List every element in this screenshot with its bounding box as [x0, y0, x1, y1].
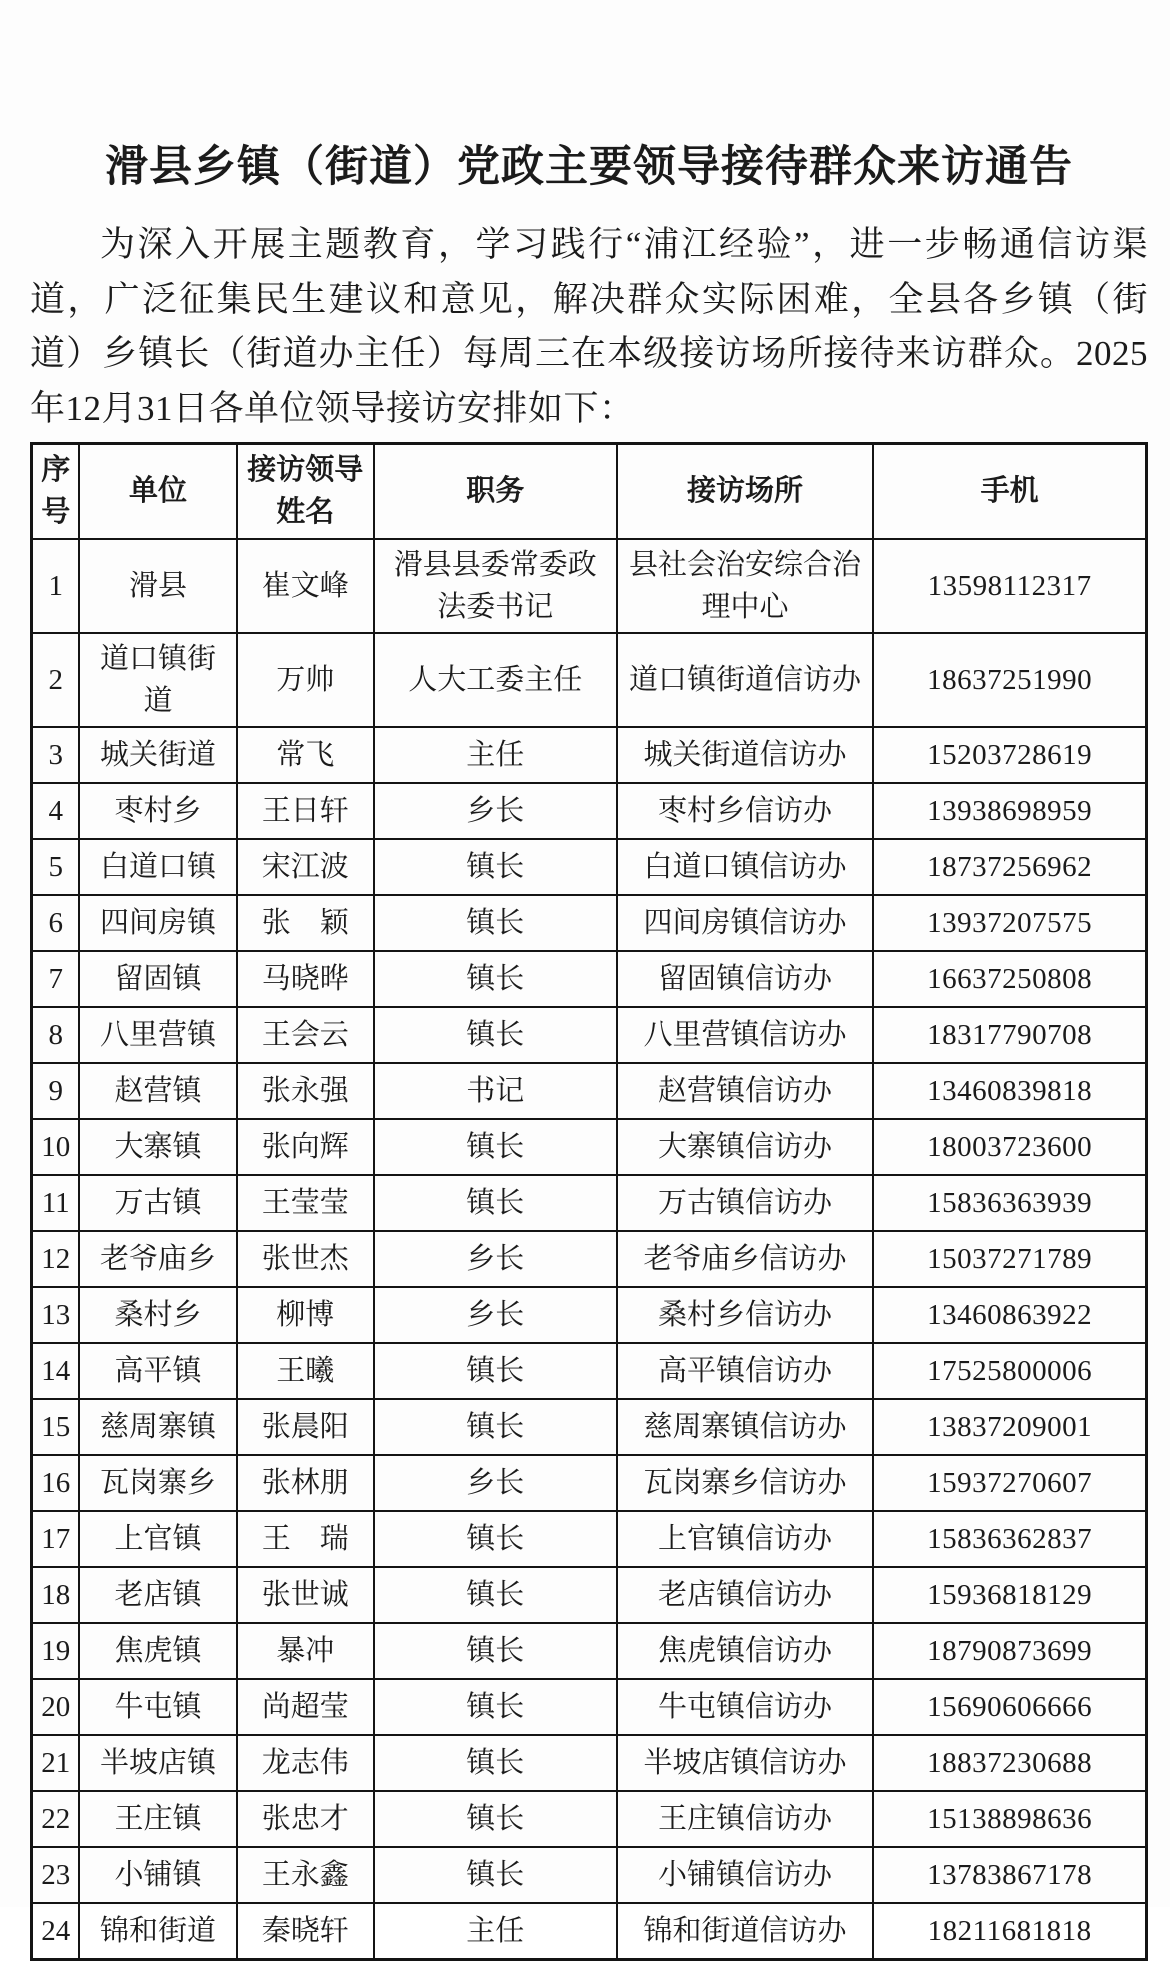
cell-leader-name: 尚超莹 — [237, 1679, 374, 1735]
cell-index: 13 — [32, 1287, 80, 1343]
cell-unit: 上官镇 — [79, 1511, 236, 1567]
column-header-unit: 单位 — [79, 444, 236, 539]
table-row — [32, 1343, 1147, 1399]
cell-venue: 高平镇信访办 — [617, 1343, 873, 1399]
cell-index: 24 — [32, 1903, 80, 1960]
cell-role: 镇长 — [374, 1175, 617, 1231]
table-row — [32, 1399, 1147, 1455]
cell-role: 主任 — [374, 1903, 617, 1960]
cell-leader-name: 张 颖 — [237, 895, 374, 951]
table-row — [32, 1175, 1147, 1231]
cell-unit: 大寨镇 — [79, 1119, 236, 1175]
cell-leader-name: 王会云 — [237, 1007, 374, 1063]
cell-role: 滑县县委常委政法委书记 — [374, 539, 617, 633]
cell-venue: 大寨镇信访办 — [617, 1119, 873, 1175]
cell-leader-name: 万帅 — [237, 633, 374, 727]
cell-leader-name: 秦晓轩 — [237, 1903, 374, 1960]
cell-role: 镇长 — [374, 895, 617, 951]
cell-venue: 四间房镇信访办 — [617, 895, 873, 951]
cell-index: 11 — [32, 1175, 80, 1231]
cell-venue: 老爷庙乡信访办 — [617, 1231, 873, 1287]
cell-leader-name: 张永强 — [237, 1063, 374, 1119]
cell-phone: 16637250808 — [873, 951, 1146, 1007]
cell-leader-name: 王莹莹 — [237, 1175, 374, 1231]
cell-phone: 18003723600 — [873, 1119, 1146, 1175]
cell-unit: 慈周寨镇 — [79, 1399, 236, 1455]
cell-unit: 焦虎镇 — [79, 1623, 236, 1679]
cell-index: 8 — [32, 1007, 80, 1063]
cell-venue: 万古镇信访办 — [617, 1175, 873, 1231]
table-body — [32, 539, 1147, 1960]
cell-venue: 小铺镇信访办 — [617, 1847, 873, 1903]
cell-unit: 城关街道 — [79, 727, 236, 783]
cell-venue: 赵营镇信访办 — [617, 1063, 873, 1119]
cell-index: 14 — [32, 1343, 80, 1399]
cell-venue: 白道口镇信访办 — [617, 839, 873, 895]
cell-role: 乡长 — [374, 1287, 617, 1343]
cell-phone: 15936818129 — [873, 1567, 1146, 1623]
cell-unit: 老爷庙乡 — [79, 1231, 236, 1287]
cell-role: 镇长 — [374, 1399, 617, 1455]
cell-unit: 道口镇街道 — [79, 633, 236, 727]
cell-index: 5 — [32, 839, 80, 895]
cell-unit: 小铺镇 — [79, 1847, 236, 1903]
cell-index: 22 — [32, 1791, 80, 1847]
cell-leader-name: 张世诚 — [237, 1567, 374, 1623]
cell-leader-name: 崔文峰 — [237, 539, 374, 633]
cell-leader-name: 王 瑞 — [237, 1511, 374, 1567]
cell-phone: 18211681818 — [873, 1903, 1146, 1960]
cell-phone: 13598112317 — [873, 539, 1146, 633]
cell-unit: 白道口镇 — [79, 839, 236, 895]
cell-phone: 13460863922 — [873, 1287, 1146, 1343]
cell-leader-name: 张向辉 — [237, 1119, 374, 1175]
cell-index: 18 — [32, 1567, 80, 1623]
cell-phone: 15690606666 — [873, 1679, 1146, 1735]
cell-venue: 半坡店镇信访办 — [617, 1735, 873, 1791]
table-row — [32, 1063, 1147, 1119]
cell-phone: 17525800006 — [873, 1343, 1146, 1399]
cell-leader-name: 柳博 — [237, 1287, 374, 1343]
cell-phone: 18637251990 — [873, 633, 1146, 727]
cell-role: 主任 — [374, 727, 617, 783]
cell-unit: 锦和街道 — [79, 1903, 236, 1960]
cell-unit: 赵营镇 — [79, 1063, 236, 1119]
column-header-leader: 接访领导姓名 — [237, 444, 374, 539]
cell-role: 镇长 — [374, 839, 617, 895]
cell-phone: 15937270607 — [873, 1455, 1146, 1511]
cell-unit: 桑村乡 — [79, 1287, 236, 1343]
cell-leader-name: 张林朋 — [237, 1455, 374, 1511]
cell-venue: 瓦岗寨乡信访办 — [617, 1455, 873, 1511]
table-row — [32, 1679, 1147, 1735]
cell-phone: 15037271789 — [873, 1231, 1146, 1287]
cell-phone: 18837230688 — [873, 1735, 1146, 1791]
cell-index: 21 — [32, 1735, 80, 1791]
cell-index: 6 — [32, 895, 80, 951]
cell-index: 17 — [32, 1511, 80, 1567]
cell-venue: 城关街道信访办 — [617, 727, 873, 783]
cell-role: 镇长 — [374, 1679, 617, 1735]
table-row — [32, 1287, 1147, 1343]
cell-venue: 枣村乡信访办 — [617, 783, 873, 839]
cell-role: 镇长 — [374, 1007, 617, 1063]
cell-venue: 老店镇信访办 — [617, 1567, 873, 1623]
cell-phone: 18317790708 — [873, 1007, 1146, 1063]
cell-unit: 王庄镇 — [79, 1791, 236, 1847]
cell-phone: 13460839818 — [873, 1063, 1146, 1119]
cell-role: 乡长 — [374, 1231, 617, 1287]
cell-venue: 县社会治安综合治理中心 — [617, 539, 873, 633]
cell-venue: 桑村乡信访办 — [617, 1287, 873, 1343]
cell-index: 12 — [32, 1231, 80, 1287]
cell-phone: 13937207575 — [873, 895, 1146, 951]
cell-leader-name: 马晓晔 — [237, 951, 374, 1007]
cell-role: 乡长 — [374, 1455, 617, 1511]
cell-phone: 18790873699 — [873, 1623, 1146, 1679]
cell-leader-name: 张世杰 — [237, 1231, 374, 1287]
notice-intro-paragraph: 为深入开展主题教育，学习践行“浦江经验”，进一步畅通信访渠道，广泛征集民生建议和意见，解决群众实际困难，全县各乡镇（街道）乡镇长（街道办主任）每周三在本级接访场所接待来访群众。2025年12月31日各单位领导接访安排如下： — [30, 225, 1148, 428]
table-row — [32, 1231, 1147, 1287]
cell-index: 23 — [32, 1847, 80, 1903]
cell-leader-name: 王曦 — [237, 1343, 374, 1399]
cell-index: 15 — [32, 1399, 80, 1455]
cell-unit: 四间房镇 — [79, 895, 236, 951]
cell-unit: 枣村乡 — [79, 783, 236, 839]
table-row — [32, 539, 1147, 633]
cell-unit: 瓦岗寨乡 — [79, 1455, 236, 1511]
cell-unit: 高平镇 — [79, 1343, 236, 1399]
cell-index: 2 — [32, 633, 80, 727]
cell-role: 镇长 — [374, 1511, 617, 1567]
cell-venue: 上官镇信访办 — [617, 1511, 873, 1567]
cell-unit: 牛屯镇 — [79, 1679, 236, 1735]
cell-leader-name: 王日轩 — [237, 783, 374, 839]
cell-index: 20 — [32, 1679, 80, 1735]
cell-phone: 15836363939 — [873, 1175, 1146, 1231]
cell-leader-name: 常飞 — [237, 727, 374, 783]
cell-index: 4 — [32, 783, 80, 839]
cell-venue: 焦虎镇信访办 — [617, 1623, 873, 1679]
cell-role: 镇长 — [374, 951, 617, 1007]
table-row — [32, 1735, 1147, 1791]
table-row — [32, 633, 1147, 727]
table-row — [32, 1511, 1147, 1567]
cell-phone: 15836362837 — [873, 1511, 1146, 1567]
cell-phone: 18737256962 — [873, 839, 1146, 895]
cell-role: 镇长 — [374, 1567, 617, 1623]
cell-leader-name: 龙志伟 — [237, 1735, 374, 1791]
column-header-index: 序号 — [32, 444, 80, 539]
table-row — [32, 727, 1147, 783]
cell-unit: 万古镇 — [79, 1175, 236, 1231]
cell-venue: 八里营镇信访办 — [617, 1007, 873, 1063]
cell-index: 19 — [32, 1623, 80, 1679]
table-header-row — [32, 444, 1147, 539]
cell-phone: 13938698959 — [873, 783, 1146, 839]
column-header-role: 职务 — [374, 444, 617, 539]
table-row — [32, 895, 1147, 951]
table-row — [32, 839, 1147, 895]
cell-unit: 留固镇 — [79, 951, 236, 1007]
cell-venue: 锦和街道信访办 — [617, 1903, 873, 1960]
cell-index: 16 — [32, 1455, 80, 1511]
cell-leader-name: 张忠才 — [237, 1791, 374, 1847]
cell-leader-name: 暴冲 — [237, 1623, 374, 1679]
cell-phone: 13783867178 — [873, 1847, 1146, 1903]
table-row — [32, 1847, 1147, 1903]
cell-phone: 13837209001 — [873, 1399, 1146, 1455]
notice-title: 滑县乡镇（街道）党政主要领导接待群众来访通告 — [105, 143, 1073, 191]
cell-unit: 八里营镇 — [79, 1007, 236, 1063]
table-row — [32, 1567, 1147, 1623]
table-row — [32, 1623, 1147, 1679]
cell-role: 镇长 — [374, 1735, 617, 1791]
cell-role: 镇长 — [374, 1343, 617, 1399]
cell-venue: 道口镇街道信访办 — [617, 633, 873, 727]
cell-role: 人大工委主任 — [374, 633, 617, 727]
table-row — [32, 951, 1147, 1007]
cell-role: 镇长 — [374, 1119, 617, 1175]
cell-unit: 半坡店镇 — [79, 1735, 236, 1791]
cell-leader-name: 张晨阳 — [237, 1399, 374, 1455]
column-header-phone: 手机 — [873, 444, 1146, 539]
cell-unit: 滑县 — [79, 539, 236, 633]
cell-role: 书记 — [374, 1063, 617, 1119]
cell-venue: 留固镇信访办 — [617, 951, 873, 1007]
table-row — [32, 1455, 1147, 1511]
cell-leader-name: 宋江波 — [237, 839, 374, 895]
column-header-venue: 接访场所 — [617, 444, 873, 539]
cell-role: 镇长 — [374, 1847, 617, 1903]
cell-role: 乡长 — [374, 783, 617, 839]
cell-venue: 慈周寨镇信访办 — [617, 1399, 873, 1455]
table-row — [32, 1007, 1147, 1063]
table-row — [32, 1119, 1147, 1175]
table-row — [32, 783, 1147, 839]
cell-venue: 王庄镇信访办 — [617, 1791, 873, 1847]
cell-index: 3 — [32, 727, 80, 783]
cell-leader-name: 王永鑫 — [237, 1847, 374, 1903]
cell-venue: 牛屯镇信访办 — [617, 1679, 873, 1735]
table-row — [32, 1791, 1147, 1847]
cell-unit: 老店镇 — [79, 1567, 236, 1623]
cell-index: 10 — [32, 1119, 80, 1175]
cell-index: 7 — [32, 951, 80, 1007]
cell-index: 9 — [32, 1063, 80, 1119]
cell-phone: 15203728619 — [873, 727, 1146, 783]
table-row — [32, 1903, 1147, 1960]
cell-phone: 15138898636 — [873, 1791, 1146, 1847]
reception-schedule-table — [30, 442, 1148, 1960]
cell-index: 1 — [32, 539, 80, 633]
cell-role: 镇长 — [374, 1791, 617, 1847]
cell-role: 镇长 — [374, 1623, 617, 1679]
